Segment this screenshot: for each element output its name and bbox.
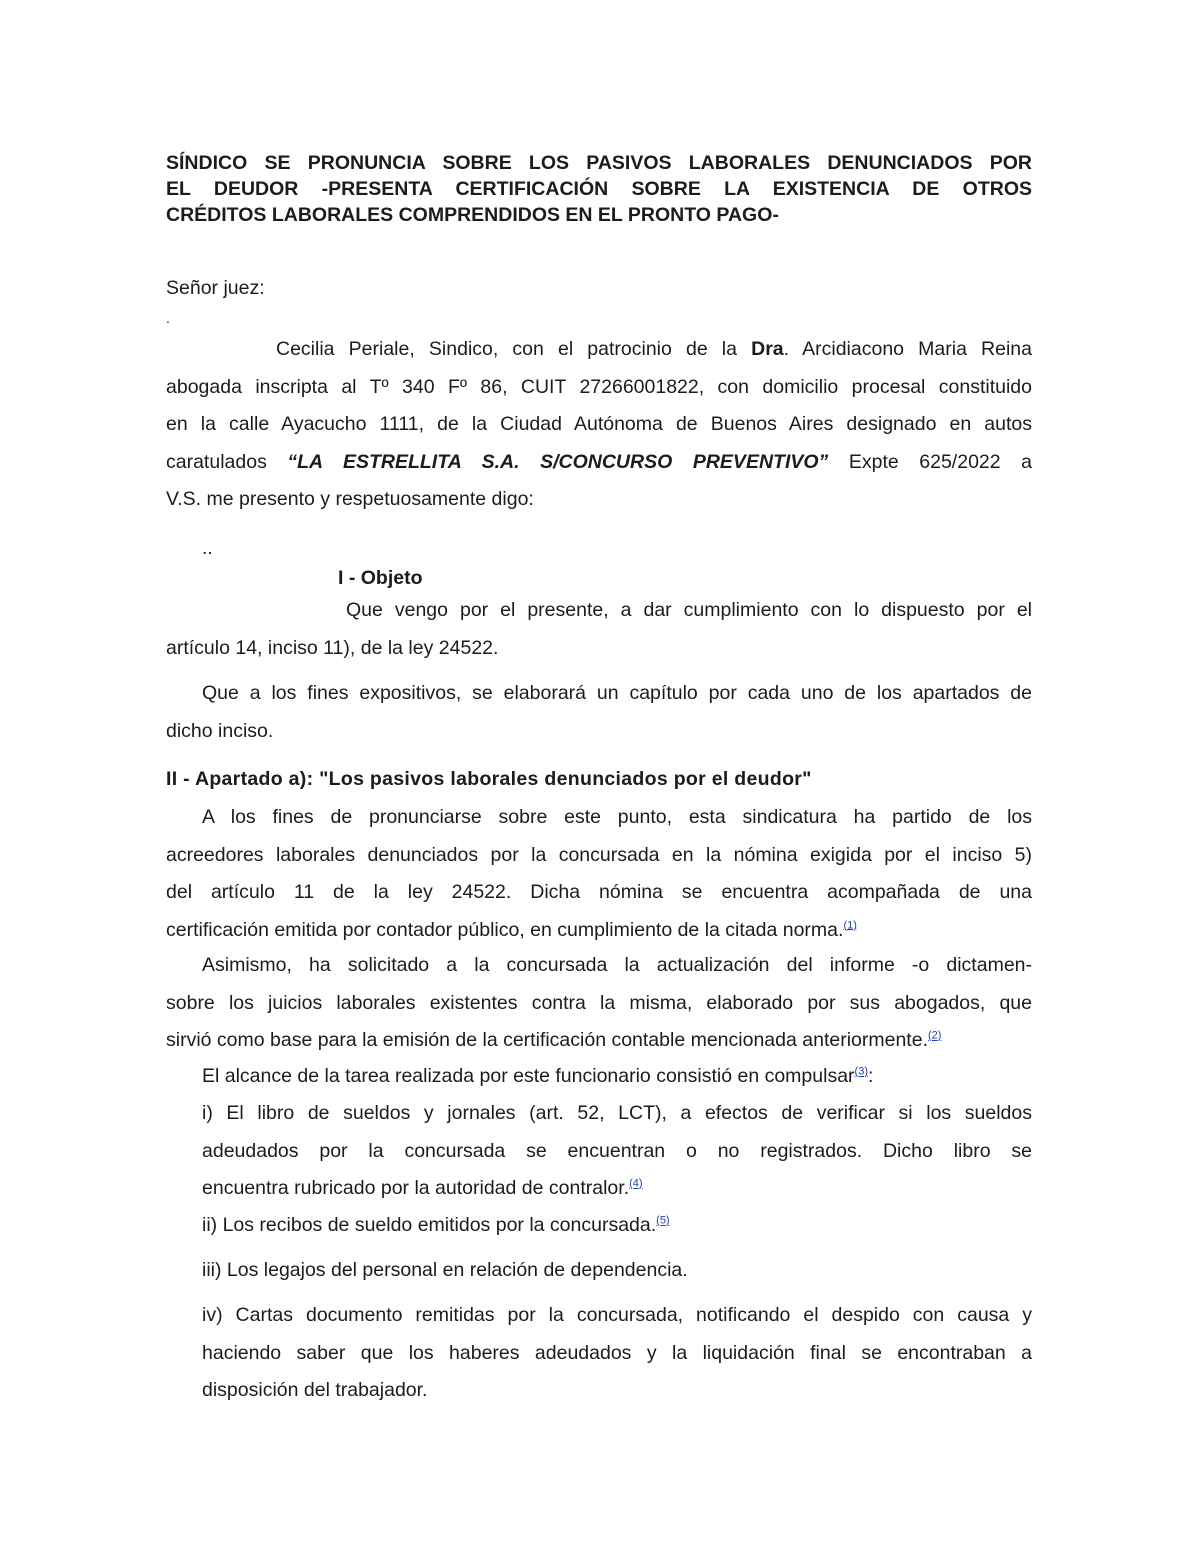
intro-line: abogada inscripta al Tº 340 Fº 86, CUIT 27266001822, con domicilio procesal constituido — [166, 375, 1032, 398]
text-line: iv) Cartas documento remitidas por la concursada, notificando el despido con causa y — [202, 1304, 1032, 1326]
text-line: del artículo 11 de la ley 24522. Dicha nómina se encuentra acompañada de una — [166, 881, 1032, 903]
separator-dot: . — [166, 310, 170, 326]
text-line: A los fines de pronunciarse sobre este punto, esta sindicatura ha partido de los — [202, 806, 1032, 828]
text-line: sobre los juicios laborales existentes contra la misma, elaborado por sus abogados, que — [166, 991, 1032, 1014]
title-line: SÍNDICO SE PRONUNCIA SOBRE LOS PASIVOS LABORALES DENUNCIADOS POR — [166, 152, 1032, 174]
title-line: CRÉDITOS LABORALES COMPRENDIDOS EN EL PRONTO PAGO- — [166, 204, 779, 226]
list-item-i — [166, 1095, 1032, 1208]
objeto-paragraph-2 — [166, 675, 1032, 750]
text-line: sirvió como base para la emisión de la certificación contable mencionada anteriormente.$^{(2)}$ — [166, 1029, 942, 1051]
intro-line: en la calle Ayacucho 1111, de la Ciudad Autónoma de Buenos Aires designado en autos — [166, 413, 1032, 435]
footnote-link-5[interactable]: (5) — [656, 1214, 670, 1227]
objeto-paragraph — [166, 592, 1032, 667]
salutation: Señor juez: — [166, 277, 265, 299]
footnote-link-1[interactable]: (1) — [843, 919, 857, 931]
list-item-ii: ii) Los recibos de sueldo emitidos por la concursada.$^{(5)}$ — [202, 1214, 670, 1236]
intro-line: caratulados “LA ESTRELLITA S.A. S/CONCURSO PREVENTIVO” Expte 625/2022 a — [166, 450, 1033, 473]
text-line: Asimismo, ha solicitado a la concursada la actualización del informe -o dictamen- — [202, 954, 1032, 976]
intro-line: V.S. me presento y respetuosamente digo: — [166, 488, 534, 510]
intro-paragraph — [166, 331, 1032, 519]
footnote-link-3[interactable]: (3) — [854, 1065, 868, 1078]
apartado-a-paragraph-1 — [166, 799, 1032, 949]
text-line: adeudados por la concursada se encuentran o no registrados. Dicho libro se — [202, 1139, 1032, 1162]
text-line: acreedores laborales denunciados por la concursada en la nómina exigida por el inciso 5) — [166, 843, 1032, 866]
objeto-line: dicho inciso. — [166, 719, 274, 742]
section-heading-objeto: I - Objeto — [338, 567, 423, 589]
apartado-a-paragraph-2 — [166, 947, 1032, 1060]
document-title — [166, 150, 1032, 228]
footnote-link-2[interactable]: (2) — [928, 1029, 942, 1042]
section-heading-apartado-a: II - Apartado a): "Los pasivos laborales denunciados por el deudor" — [166, 768, 812, 790]
objeto-line: artículo 14, inciso 11), de la ley 24522. — [166, 636, 499, 659]
text-line: i) El libro de sueldos y jornales (art. 52, LCT), a efectos de verificar si los sueldos — [202, 1102, 1032, 1124]
apartado-a-paragraph-3: El alcance de la tarea realizada por este funcionario consistió en compulsar$^{(3)}$: — [202, 1065, 874, 1087]
footnote-link-4[interactable]: (4) — [629, 1177, 643, 1190]
intro-line: Cecilia Periale, Sindico, con el patrocinio de la Dra. Arcidiacono Maria Reina — [276, 338, 1032, 360]
text-line: disposición del trabajador. — [202, 1379, 428, 1401]
title-line: EL DEUDOR -PRESENTA CERTIFICACIÓN SOBRE LA EXISTENCIA DE OTROS — [166, 178, 1032, 200]
list-item-iii: iii) Los legajos del personal en relación de dependencia. — [202, 1259, 688, 1281]
separator-dots: .. — [202, 537, 213, 559]
text-line: haciendo saber que los haberes adeudados y la liquidación final se encontraban a — [202, 1341, 1032, 1364]
text-line: encuentra rubricado por la autoridad de contralor.$^{(4)}$ — [202, 1177, 643, 1199]
objeto-line: Que a los fines expositivos, se elaborará un capítulo por cada uno de los apartados de — [202, 682, 1032, 704]
text-line: certificación emitida por contador público, en cumplimiento de la citada norma.$^{(1)}$ — [166, 918, 857, 941]
case-title: “LA ESTRELLITA S.A. S/CONCURSO PREVENTIVO” — [287, 450, 829, 473]
objeto-line: Que vengo por el presente, a dar cumplimiento con lo dispuesto por el — [346, 599, 1032, 621]
list-item-iv — [166, 1297, 1032, 1410]
